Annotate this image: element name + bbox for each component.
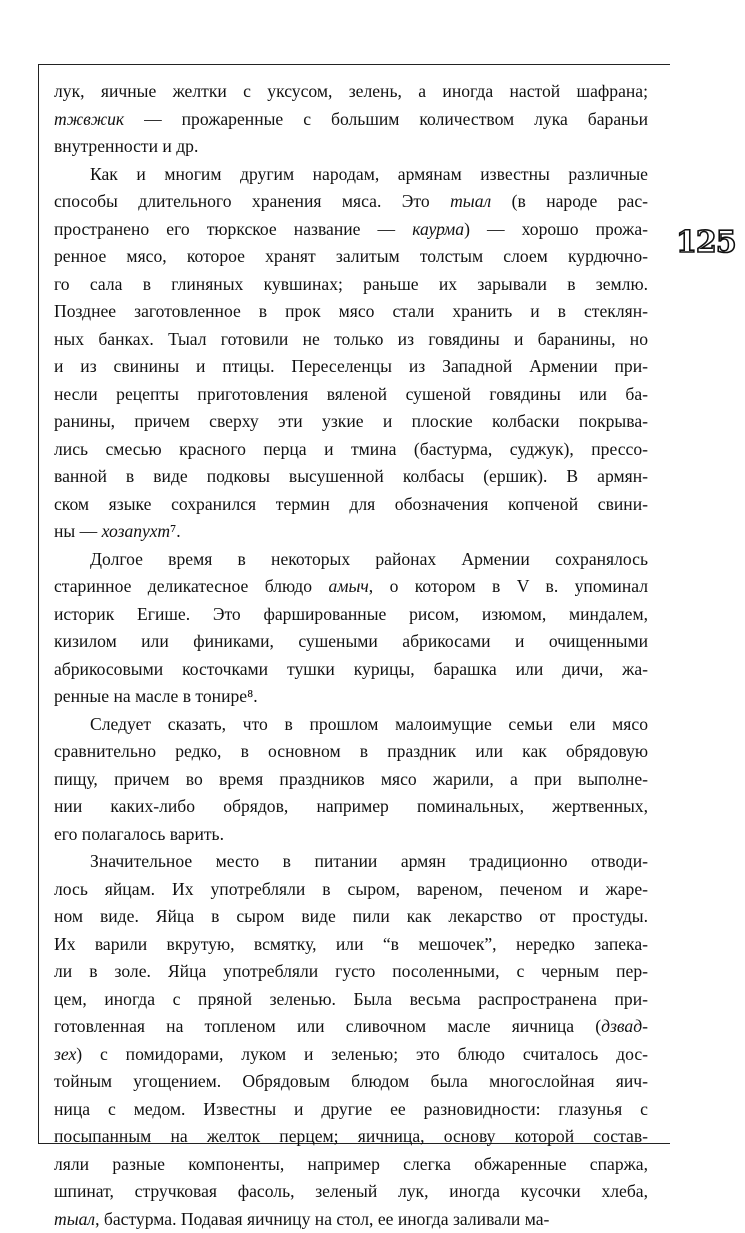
text-line: историк Егише. Это фаршированные рисом, изюмом, миндалем, — [54, 601, 648, 629]
paragraph-2 — [54, 161, 648, 546]
text-line: Значительное место в питании армян традиционно отводи- — [54, 848, 648, 876]
text-line: лось яйцам. Их употребляли в сыром, вареном, печеном и жаре- — [54, 876, 648, 904]
text-line: ском языке сохранился термин для обозначения копченой свини- — [54, 491, 648, 519]
text-line: ренные на масле в тонире⁸. — [54, 683, 648, 711]
text-line: Позднее заготовленное в прок мясо стали хранить и в стеклян- — [54, 298, 648, 326]
text-line: ляли разные компоненты, например слегка обжаренные спаржа, — [54, 1151, 648, 1179]
text-line: Долгое время в некоторых районах Армении сохранялось — [54, 546, 648, 574]
text-line: го сала в глиняных кувшинах; раньше их зарывали в землю. — [54, 271, 648, 299]
text-line: Как и многим другим народам, армянам известны различные — [54, 161, 648, 189]
text-line: шпинат, стручковая фасоль, зеленый лук, иногда кусочки хлеба, — [54, 1178, 648, 1206]
text-line: пищу, причем во время праздников мясо жарили, а при выполне- — [54, 766, 648, 794]
text-line: ница с медом. Известны и другие ее разновидности: глазунья с — [54, 1096, 648, 1124]
text-line: ном виде. Яйца в сыром виде пили как лекарство от простуды. — [54, 903, 648, 931]
text-line: пространено его тюркское название — каурма) — хорошо прожа- — [54, 216, 648, 244]
text-line: ли в золе. Яйца употребляли густо посоленными, с черным пер- — [54, 958, 648, 986]
text-line: нии каких-либо обрядов, например поминальных, жертвенных, — [54, 793, 648, 821]
paragraph-5 — [54, 848, 648, 1233]
text-line: способы длительного хранения мяса. Это тыал (в народе рас- — [54, 188, 648, 216]
text-line: ных банках. Тыал готовили не только из говядины и баранины, но — [54, 326, 648, 354]
text-line: ранины, причем сверху эти узкие и плоские колбаски покрыва- — [54, 408, 648, 436]
text-line: ванной в виде подковы высушенной колбасы (ершик). В армян- — [54, 463, 648, 491]
paragraph-4 — [54, 711, 648, 849]
text-line: ны — хозапухт⁷. — [54, 518, 648, 546]
paragraph-3 — [54, 546, 648, 711]
page-number: 125 — [676, 225, 736, 260]
text-line: посыпанным на желток перцем; яичница, основу которой состав- — [54, 1123, 648, 1151]
text-line: лись смесью красного перца и тмина (бастурма, суджук), прессо- — [54, 436, 648, 464]
text-line: тыал, бастурма. Подавая яичницу на стол, ее иногда заливали ма- — [54, 1206, 648, 1233]
text-line: ренное мясо, которое хранят залитым толстым слоем курдючно- — [54, 243, 648, 271]
body-text — [54, 78, 648, 1233]
text-line: тойным угощением. Обрядовым блюдом была многослойная яич- — [54, 1068, 648, 1096]
text-line: лук, яичные желтки с уксусом, зелень, а иногда настой шафрана; — [54, 78, 648, 106]
text-line: готовленная на топленом или сливочном масле яичница (дзвад- — [54, 1013, 648, 1041]
text-line: Следует сказать, что в прошлом малоимущие семьи ели мясо — [54, 711, 648, 739]
text-line: сравнительно редко, в основном в праздник или как обрядовую — [54, 738, 648, 766]
paragraph-1 — [54, 78, 648, 161]
text-line: цем, иногда с пряной зеленью. Была весьма распространена при- — [54, 986, 648, 1014]
text-line: несли рецепты приготовления вяленой сушеной говядины или ба- — [54, 381, 648, 409]
text-line: абрикосовыми косточками тушки курицы, барашка или дичи, жа- — [54, 656, 648, 684]
text-line: его полагалось варить. — [54, 821, 648, 849]
text-line: зех) с помидорами, луком и зеленью; это блюдо считалось дос- — [54, 1041, 648, 1069]
text-line: кизилом или финиками, сушеными абрикосами и очищенными — [54, 628, 648, 656]
text-line: внутренности и др. — [54, 133, 648, 161]
text-line: Их варили вкрутую, всмятку, или “в мешочек”, нередко запека- — [54, 931, 648, 959]
text-line: старинное деликатесное блюдо амыч, о котором в V в. упоминал — [54, 573, 648, 601]
text-line: тжвжик — прожаренные с большим количеством лука бараньи — [54, 106, 648, 134]
text-line: и из свинины и птицы. Переселенцы из Западной Армении при- — [54, 353, 648, 381]
